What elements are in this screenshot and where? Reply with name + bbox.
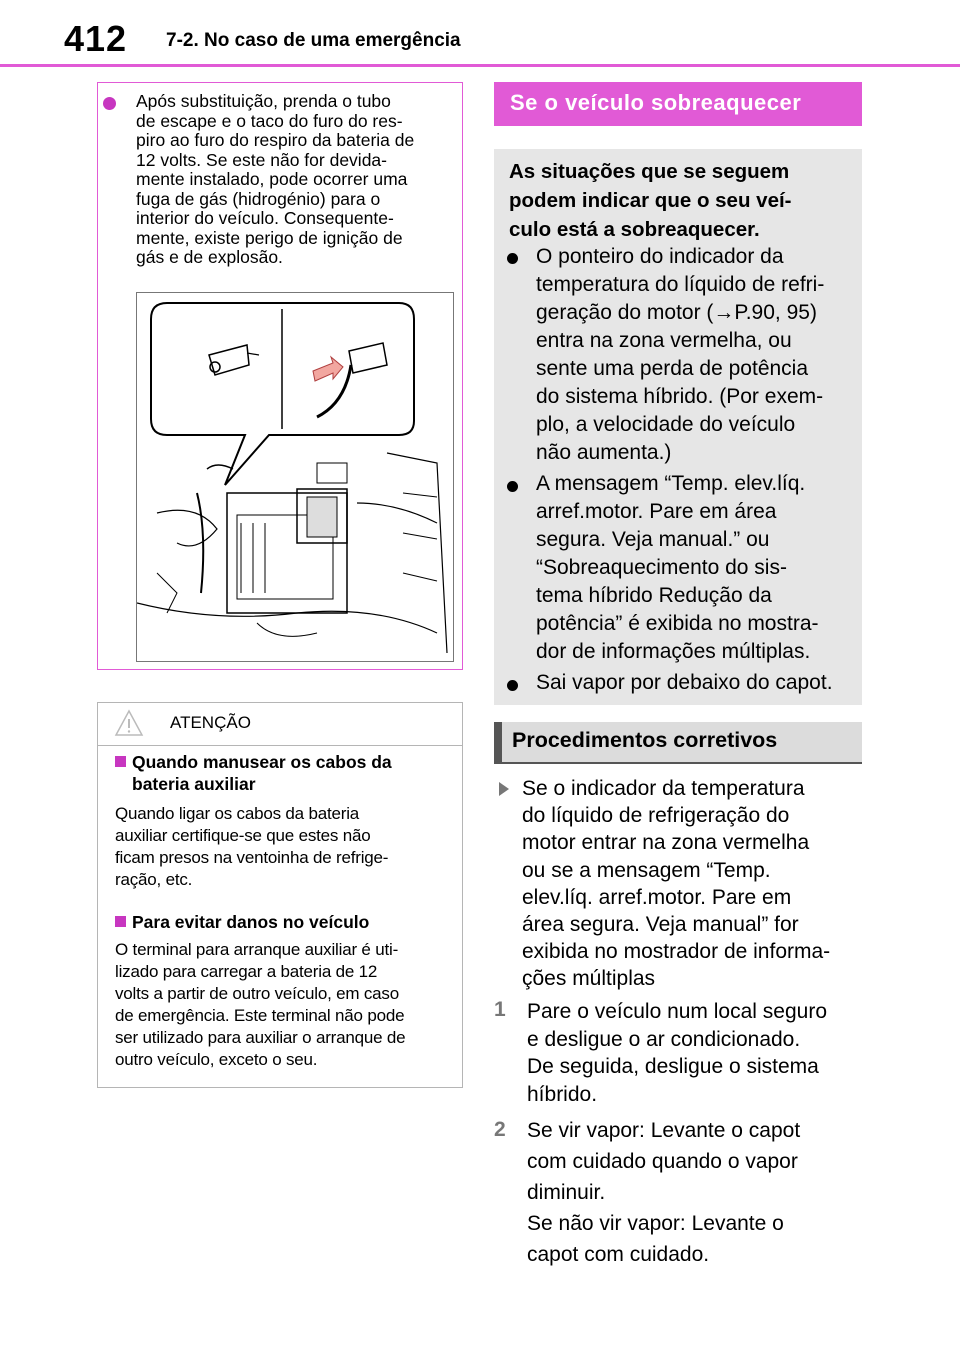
symptoms-intro: As situações que se seguem podem indicar que o seu veí- culo está a sobreaquecer. xyxy=(509,160,792,241)
caution-title-cables: Quando manusear os cabos da bateria auxiliar xyxy=(115,751,445,795)
square-bullet-icon xyxy=(115,916,126,927)
caution-box xyxy=(97,702,463,1088)
note-line: interior do veículo. Consequente- xyxy=(136,208,394,228)
note-text xyxy=(136,92,456,268)
bullet-dot-icon xyxy=(507,253,518,264)
symptom-item-message: A mensagem “Temp. elev.líq. arref.motor. Pare em área segura. Veja manual.” ou “Sobreaquecimento do sis- tema híbrido Redução da potência” é exibida no mostra- dor de informações múltiplas. xyxy=(536,472,819,663)
procedure-condition: Se o indicador da temperatura do líquido de refrigeração do motor entrar na zona vermelha ou se a mensagem “Temp. elev.líq. arref.motor. Pare em área segura. Veja manual” for exibida no mostrador de informa- ções múltiplas xyxy=(522,777,831,991)
page-header xyxy=(0,0,960,70)
bullet-dot-icon xyxy=(507,680,518,691)
symptom-item-steam: Sai vapor por debaixo do capot. xyxy=(536,671,833,694)
note-line: gás e de explosão. xyxy=(136,247,283,267)
overheat-section-tab xyxy=(494,82,862,126)
note-line: Após substituição, prenda o tubo xyxy=(136,91,391,111)
note-line: de escape e o taco do furo do res- xyxy=(136,110,403,131)
section-title: 7-2. No caso de uma emergência xyxy=(166,30,461,51)
warning-triangle-icon xyxy=(114,709,144,737)
note-line: 12 volts. Se este não for devida- xyxy=(136,149,387,170)
square-bullet-icon xyxy=(115,756,126,767)
battery-illustration-drawing xyxy=(137,293,453,661)
procedures-title: Procedimentos corretivos xyxy=(512,728,778,752)
overheat-tab-title: Se o veículo sobreaquecer xyxy=(510,90,802,115)
battery-vent-illustration xyxy=(136,292,454,662)
caution-body-cables: Quando ligar os cabos da bateria auxiliar certifique-se que estes não ficam presos na ventoinha de refrige- ração, etc. xyxy=(115,804,389,889)
page-number: 412 xyxy=(64,18,128,59)
caution-header xyxy=(98,703,462,746)
note-line: piro ao furo do respiro da bateria de xyxy=(136,130,415,150)
bullet-dot-icon xyxy=(103,97,116,110)
procedures-heading xyxy=(494,722,862,764)
step-number: 1 xyxy=(494,998,506,1021)
condition-arrow-icon xyxy=(499,782,509,796)
step-text: Se vir vapor: Levante o capot com cuidado quando o vapor diminuir. Se não vir vapor: Levante o capot com cuidado. xyxy=(527,1119,801,1266)
bullet-dot-icon xyxy=(507,481,518,492)
step-text: Pare o veículo num local seguro e desligue o ar condicionado. De seguida, desligue o sistema híbrido. xyxy=(527,1000,827,1106)
note-line: fuga de gás (hidrogénio) para o xyxy=(136,188,381,209)
caution-body-damage: O terminal para arranque auxiliar é uti- lizado para carregar a bateria de 12 volts a partir de outro veículo, em caso de emergência. Este terminal não pode ser utilizado para auxiliar o arranque de outro veículo, exceto o seu. xyxy=(115,940,406,1069)
note-line: mente instalado, pode ocorrer uma xyxy=(136,169,408,189)
caution-label: ATENÇÃO xyxy=(170,713,251,732)
note-line: mente, existe perigo de ignição de xyxy=(136,227,403,248)
caution-title-damage: Para evitar danos no veículo xyxy=(115,911,445,933)
step-number: 2 xyxy=(494,1118,506,1141)
symptom-item-gauge: O ponteiro do indicador da temperatura do líquido de refri- geração do motor (→P.90, 95) entra na zona vermelha, ou sente uma perda de potência do sistema híbrido. (Por exem- plo, a velocidade do veículo não aumenta.) xyxy=(536,245,825,464)
header-rule xyxy=(0,64,960,67)
overheat-symptoms-panel xyxy=(494,149,862,705)
